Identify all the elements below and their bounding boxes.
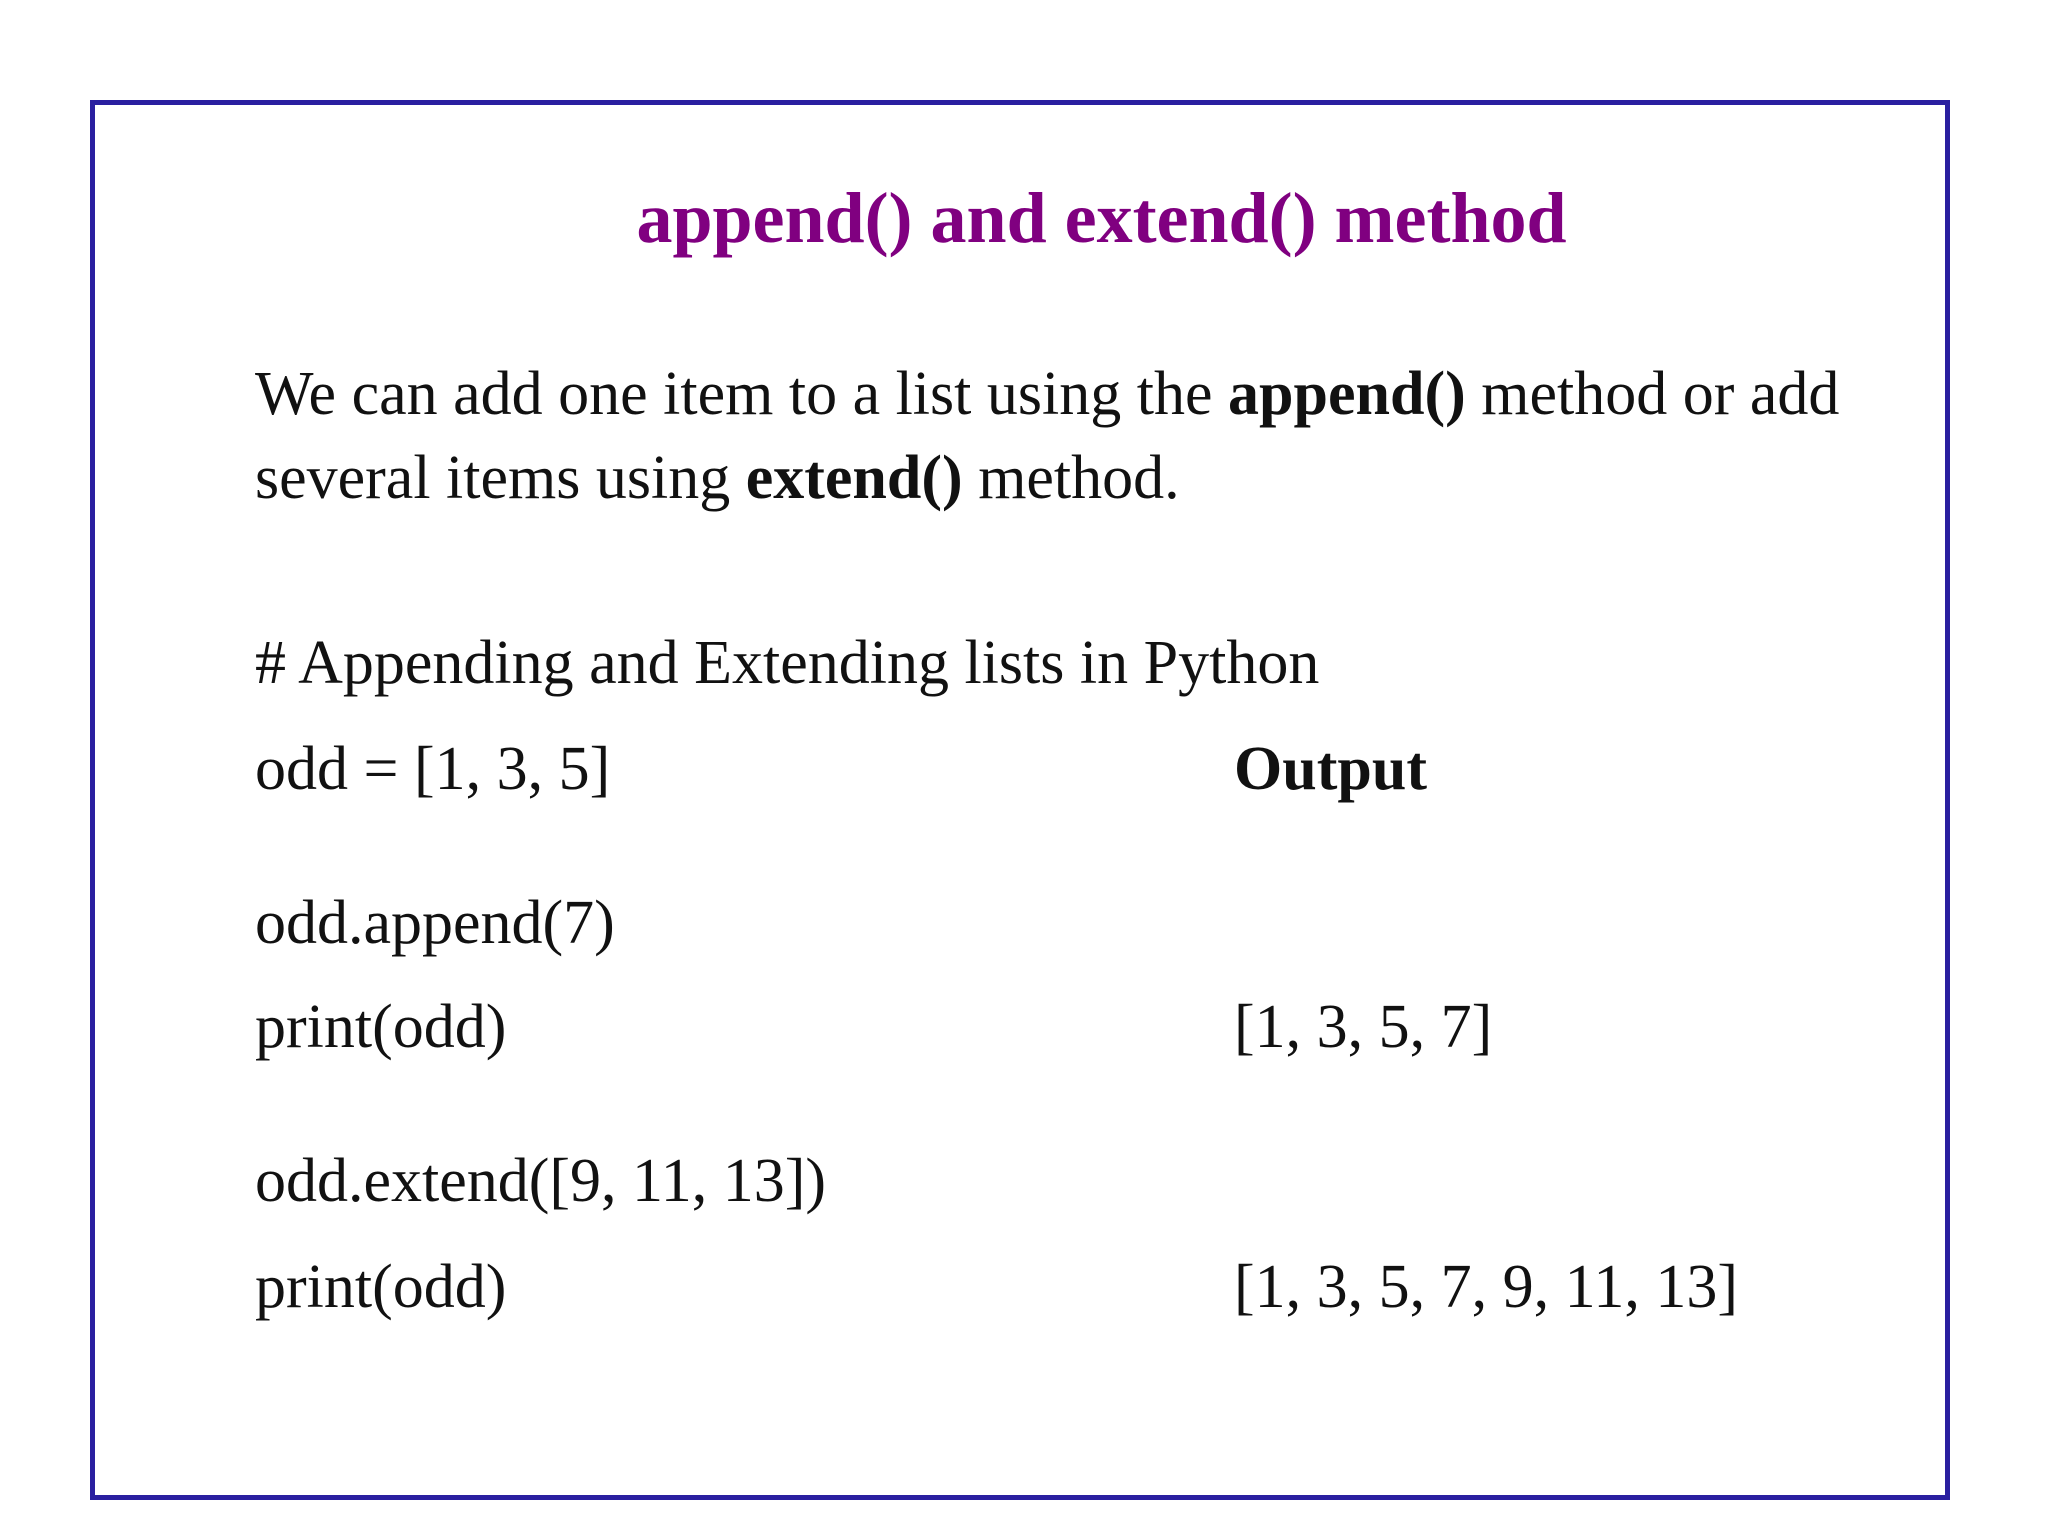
output-header: Output — [1234, 735, 1427, 803]
intro-text-1: We can add one item to a list using the — [255, 360, 1228, 428]
code-comment: # Appending and Extending lists in Python — [255, 629, 1320, 697]
code-line-4: odd.extend([9, 11, 13]) — [255, 1147, 827, 1215]
code-line-1: odd = [1, 3, 5] — [255, 735, 611, 803]
output-result-2: [1, 3, 5, 7, 9, 11, 13] — [1234, 1253, 1738, 1321]
intro-bold-extend: extend() — [745, 444, 963, 512]
intro-bold-append: append() — [1228, 360, 1466, 428]
code-line-3: print(odd) — [255, 993, 507, 1061]
intro-text-3: method. — [962, 444, 1180, 512]
code-line-2: odd.append(7) — [255, 889, 615, 957]
intro-text-2: method or add several items using — [255, 360, 1840, 512]
output-result-1: [1, 3, 5, 7] — [1234, 993, 1493, 1061]
code-line-5: print(odd) — [255, 1253, 507, 1321]
slide-title: append() and extend() method — [636, 178, 1567, 258]
intro-paragraph — [255, 352, 1935, 520]
